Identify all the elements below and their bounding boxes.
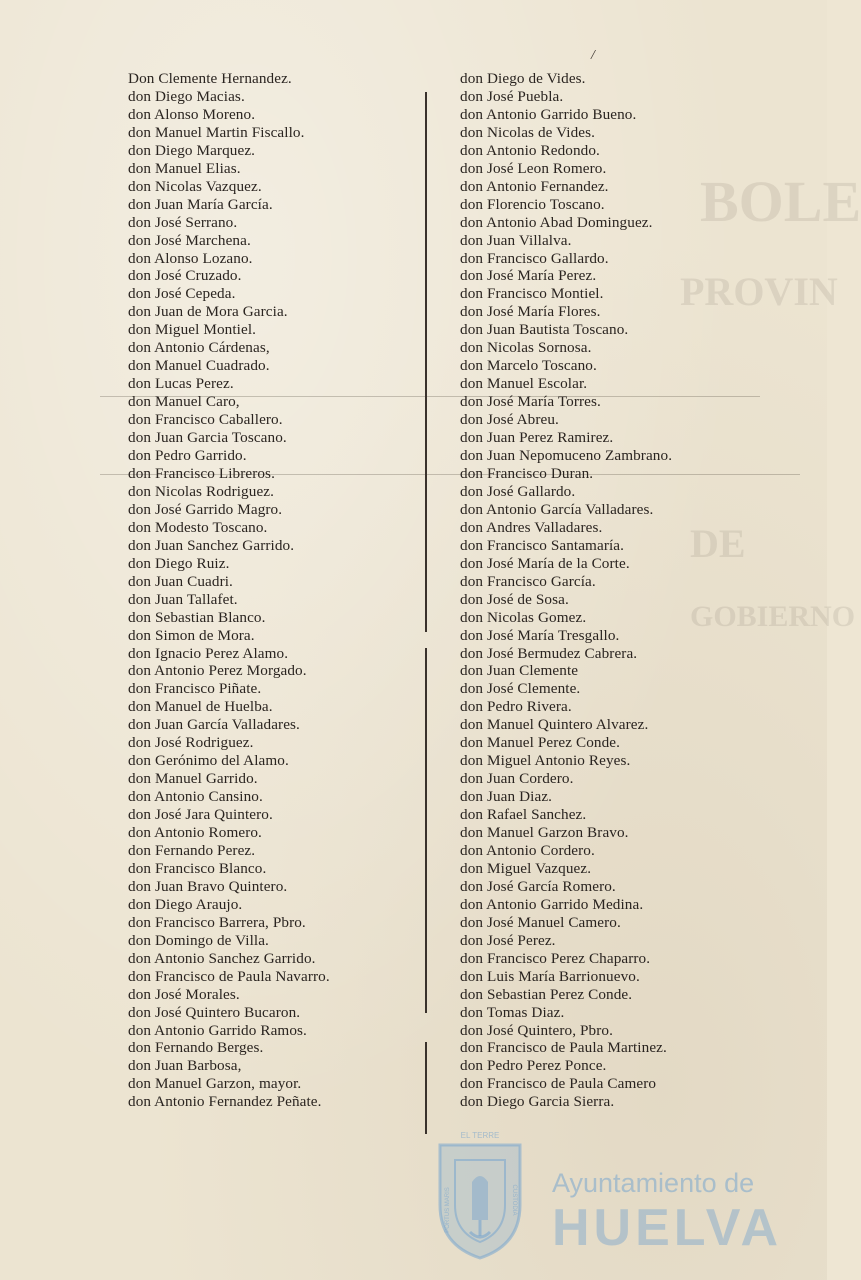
name-entry: don Francisco Barrera, Pbro. [128, 913, 306, 931]
name-entry: don Miguel Montiel. [128, 321, 257, 339]
name-entry: don José Bermudez Cabrera. [460, 644, 638, 662]
name-entry: don Juan Nepomuceno Zambrano. [460, 447, 673, 465]
name-entry: don Pedro Rivera. [460, 698, 572, 716]
bleed-through-decoration: DE [690, 521, 746, 566]
name-entry: don Alonso Moreno. [128, 105, 256, 123]
name-entry: don Francisco Perez Chaparro. [460, 949, 651, 967]
column-divider [425, 92, 427, 632]
name-entry: don José Morales. [128, 985, 240, 1003]
name-entry: don Antonio Redondo. [460, 141, 600, 159]
name-entry: don José Cruzado. [128, 267, 242, 285]
name-entry: don Antonio Garrido Ramos. [128, 1021, 307, 1039]
name-entry: don Florencio Toscano. [460, 195, 605, 213]
name-entry: don Antonio Perez Morgado. [128, 662, 307, 680]
name-entry: don Simon de Mora. [128, 626, 255, 644]
bleed-through-decoration: BOLE [700, 169, 861, 234]
watermark-city: HUELVA [552, 1199, 783, 1257]
name-entry: don Manuel Garzon Bravo. [460, 824, 629, 842]
name-entry: don Diego de Vides. [460, 70, 586, 87]
name-entry: don Antonio Fernandez Peñate. [128, 1093, 322, 1111]
seal-right-text: CUSTODIA [511, 1184, 517, 1216]
name-entry: don José María Perez. [460, 267, 597, 285]
name-entry: don Juan Bravo Quintero. [128, 877, 288, 895]
name-entry: don Diego Araujo. [128, 895, 243, 913]
name-entry: don Manuel de Huelba. [128, 698, 273, 716]
name-entry: don José Quintero Bucaron. [128, 1003, 301, 1021]
name-entry: don Nicolas Rodriguez. [128, 482, 275, 500]
name-entry: don Antonio Garrido Medina. [460, 895, 644, 913]
name-entry: don José Abreu. [460, 411, 559, 429]
name-entry: don Antonio Cárdenas, [128, 339, 270, 357]
name-entry: don Antonio Fernandez. [460, 177, 609, 195]
name-entry: don Manuel Caro, [128, 393, 240, 411]
name-entry: don Francisco Montiel. [460, 285, 604, 303]
name-entry: Don Clemente Hernandez. [128, 70, 292, 87]
name-entry: don Alonso Lozano. [128, 249, 253, 267]
name-entry: don José Gallardo. [460, 482, 576, 500]
name-entry: don Francisco Gallardo. [460, 249, 609, 267]
name-entry: don Francisco García. [460, 572, 596, 590]
name-entry: don Antonio Cansino. [128, 788, 263, 806]
name-entry: don Juan Sanchez Garrido. [128, 536, 295, 554]
name-entry: don José María Tresgallo. [460, 626, 620, 644]
name-entry: don Diego Marquez. [128, 141, 256, 159]
name-entry: don Lucas Perez. [128, 375, 234, 393]
name-entry: don José Marchena. [128, 231, 251, 249]
name-entry: don Juan Barbosa, [128, 1057, 242, 1075]
name-entry: don José Clemente. [460, 680, 581, 698]
name-entry: don Rafael Sanchez. [460, 806, 587, 824]
name-entry: don José de Sosa. [460, 590, 569, 608]
name-entry: don José Garrido Magro. [128, 500, 283, 518]
name-entry: don Domingo de Villa. [128, 931, 269, 949]
name-entry: don Marcelo Toscano. [460, 357, 597, 375]
name-entry: don José María de la Corte. [460, 554, 630, 572]
name-entry: don Nicolas de Vides. [460, 123, 596, 141]
seal-left-text: PORTUS MARIS [445, 1187, 451, 1233]
name-entry: don Juan Garcia Toscano. [128, 429, 287, 447]
name-entry: don Antonio Abad Dominguez. [460, 213, 653, 231]
name-entry: don Juan Perez Ramirez. [460, 429, 614, 447]
name-entry: don José María Flores. [460, 303, 601, 321]
name-entry: don Gerónimo del Alamo. [128, 752, 289, 770]
name-entry: don Miguel Antonio Reyes. [460, 752, 631, 770]
name-entry: don Juan Cuadri. [128, 572, 233, 590]
name-entry: don Diego Macias. [128, 87, 245, 105]
name-entry: don Manuel Perez Conde. [460, 734, 621, 752]
name-entry: don Pedro Garrido. [128, 447, 247, 465]
name-entry: don José García Romero. [460, 877, 616, 895]
name-entry: don Francisco Libreros. [128, 464, 275, 482]
name-entry: don José Jara Quintero. [128, 806, 273, 824]
name-entry: don José Leon Romero. [460, 159, 607, 177]
name-entry: don Nicolas Gomez. [460, 608, 587, 626]
name-entry: don Francisco Duran. [460, 464, 594, 482]
name-entry: don Juan García Valladares. [128, 716, 300, 734]
name-entry: don José María Torres. [460, 393, 601, 411]
name-entry: don Fernando Berges. [128, 1039, 264, 1057]
name-entry: don Juan Clemente [460, 662, 579, 680]
name-entry: don Juan Tallafet. [128, 590, 238, 608]
page-mark: / [591, 48, 595, 63]
name-entry: don Francisco Blanco. [128, 859, 267, 877]
name-entry: don Luis María Barrionuevo. [460, 967, 640, 985]
name-entry: don Andres Valladares. [460, 518, 603, 536]
name-entry: don Tomas Diaz. [460, 1003, 565, 1021]
bleed-through-decoration: PROVIN [680, 269, 838, 314]
seal-top-text: EL TERRE [460, 1131, 500, 1140]
name-entry: don José Puebla. [460, 87, 564, 105]
name-entry: don Juan Bautista Toscano. [460, 321, 629, 339]
name-entry: don José Quintero, Pbro. [460, 1021, 613, 1039]
names-column-right [460, 70, 760, 1111]
name-entry: don Sebastian Perez Conde. [460, 985, 633, 1003]
name-entry: don Manuel Escolar. [460, 375, 588, 393]
name-entry: don Juan Diaz. [460, 788, 553, 806]
name-entry: don Francisco Piñate. [128, 680, 262, 698]
name-entry: don Juan Cordero. [460, 770, 574, 788]
name-entry: don Francisco Santamaría. [460, 536, 625, 554]
name-entry: don José Rodriguez. [128, 734, 254, 752]
name-entry: don Diego Ruiz. [128, 554, 230, 572]
name-entry: don Juan Villalva. [460, 231, 572, 249]
name-entry: don Pedro Perez Ponce. [460, 1057, 607, 1075]
name-entry: don Fernando Perez. [128, 841, 256, 859]
name-entry: don José Serrano. [128, 213, 238, 231]
name-entry: don Francisco de Paula Navarro. [128, 967, 330, 985]
name-entry: don Manuel Cuadrado. [128, 357, 270, 375]
name-entry: don Antonio Garrido Bueno. [460, 105, 637, 123]
name-entry: don Antonio Cordero. [460, 841, 595, 859]
name-entry: don Nicolas Vazquez. [128, 177, 262, 195]
name-entry: don Manuel Garzon, mayor. [128, 1075, 302, 1093]
name-entry: don Nicolas Sornosa. [460, 339, 592, 357]
bleed-through-decoration: GOBIERNO [690, 600, 856, 633]
name-entry: don Sebastian Blanco. [128, 608, 266, 626]
name-entry: don Miguel Vazquez. [460, 859, 592, 877]
watermark-title: Ayuntamiento de [552, 1168, 755, 1198]
name-entry: don Antonio Romero. [128, 824, 262, 842]
name-entry: don Manuel Elias. [128, 159, 241, 177]
name-entry: don José Manuel Camero. [460, 913, 621, 931]
name-entry: don José Perez. [460, 931, 556, 949]
names-column-left [128, 70, 418, 1111]
name-entry: don Antonio Sanchez Garrido. [128, 949, 316, 967]
name-entry: don Manuel Martin Fiscallo. [128, 123, 305, 141]
name-entry: don Ignacio Perez Alamo. [128, 644, 289, 662]
name-entry: don Juan María García. [128, 195, 273, 213]
name-entry: don Francisco de Paula Martinez. [460, 1039, 667, 1057]
name-entry: don Manuel Garrido. [128, 770, 258, 788]
name-entry: don Francisco Caballero. [128, 411, 283, 429]
name-entry: don Francisco de Paula Camero [460, 1075, 657, 1093]
name-entry: don Diego Garcia Sierra. [460, 1093, 615, 1111]
coat-of-arms-seal-icon [425, 1120, 535, 1260]
column-divider [425, 648, 427, 1013]
watermark [425, 1120, 783, 1270]
name-entry: don Antonio García Valladares. [460, 500, 654, 518]
name-entry: don Manuel Quintero Alvarez. [460, 716, 649, 734]
name-entry: don José Cepeda. [128, 285, 236, 303]
name-entry: don Juan de Mora Garcia. [128, 303, 288, 321]
name-entry: don Modesto Toscano. [128, 518, 268, 536]
